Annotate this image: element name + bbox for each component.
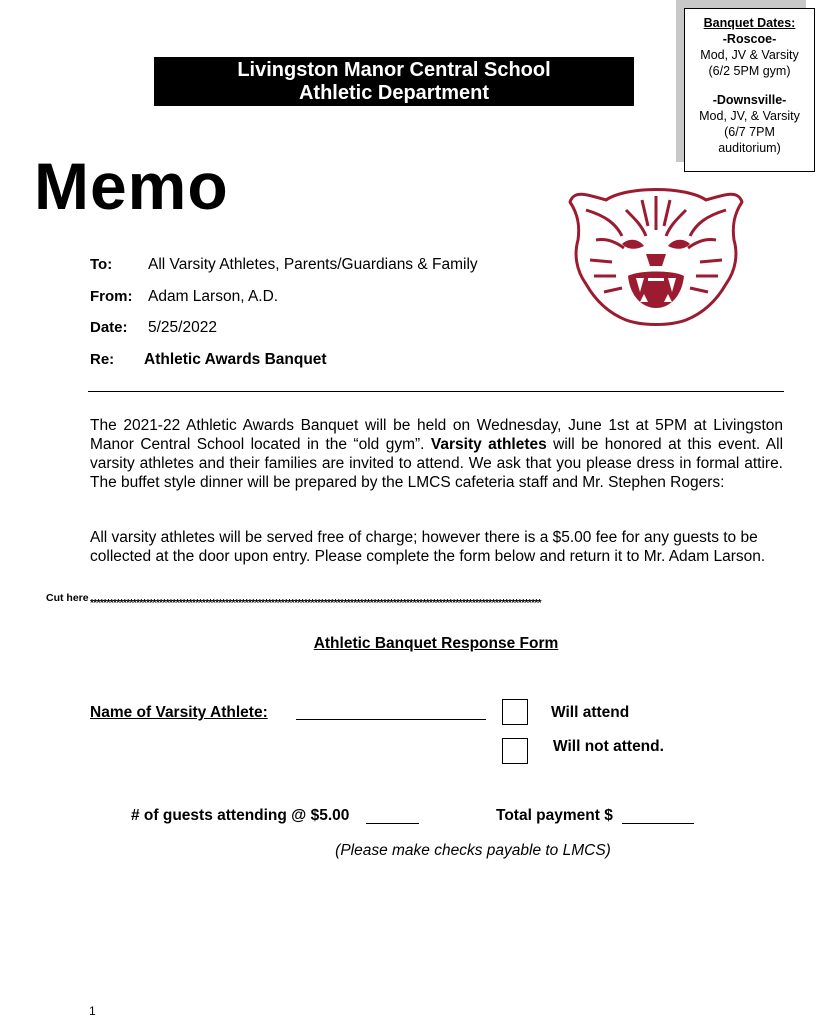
athlete-name-label: Name of Varsity Athlete: (90, 704, 268, 721)
from-label: From: (90, 288, 133, 305)
roscoe-when: (6/2 5PM gym) (708, 64, 791, 78)
department-name: Athletic Department (298, 82, 490, 104)
p1-text-a: The 2021-22 Athletic Awards Banquet will be held on Wednesday, June 1st at 5PM at Livingston Manor Central School located in the “old gym”. (90, 417, 783, 453)
roscoe-teams: Mod, JV & Varsity (700, 48, 799, 62)
to-value: All Varsity Athletes, Parents/Guardians & Family (148, 256, 478, 273)
guests-label: # of guests attending @ $5.00 (131, 807, 350, 824)
school-name: Livingston Manor Central School (237, 59, 551, 81)
cut-here-label: Cut here (46, 592, 89, 604)
guests-count-field[interactable] (366, 823, 419, 824)
downsville-name: -Downsville- (712, 93, 787, 107)
cut-line: ***************************************************************************************************************************************** (90, 598, 541, 609)
downsville-teams: Mod, JV, & Varsity (699, 109, 800, 123)
banquet-dates-box (684, 8, 815, 172)
date-label: Date: (90, 319, 128, 336)
roscoe-name: -Roscoe- (722, 32, 777, 46)
from-value: Adam Larson, A.D. (148, 288, 279, 305)
form-title: Athletic Banquet Response Form (313, 635, 559, 652)
payment-note: (Please make checks payable to LMCS) (335, 842, 611, 859)
total-payment-field[interactable] (622, 823, 694, 824)
header-banner (154, 57, 634, 106)
p1-text-b: will be honored at this event. All varsity athletes and their families are invited to attend. We ask that you please dress in formal attire. The buffet style dinner will be prepared by the LMCS cafeteria staff and Mr. Stephen Rogers: (90, 436, 784, 491)
downsville-when-1: (6/7 7PM (724, 125, 775, 139)
date-value: 5/25/2022 (148, 319, 217, 336)
body-paragraph-2: All varsity athletes will be served free of charge; however there is a $5.00 fee for any guests to be collected at the door upon entry. Please complete the form below and return it to Mr. Adam Larson. (90, 529, 766, 565)
will-not-attend-checkbox[interactable] (502, 738, 528, 764)
p1-bold-text: Varsity athletes (430, 436, 547, 453)
re-value: Athletic Awards Banquet (144, 351, 327, 368)
tiger-logo-icon (566, 180, 746, 326)
banquet-dates-heading: Banquet Dates: (703, 16, 796, 30)
memo-title: Memo (34, 149, 229, 223)
body-paragraph-1 (90, 416, 783, 492)
total-payment-label: Total payment $ (496, 807, 613, 824)
to-label: To: (90, 256, 113, 273)
downsville-when-2: auditorium) (718, 141, 781, 155)
page-number: 1 (89, 1004, 96, 1018)
will-not-attend-label: Will not attend. (553, 738, 664, 755)
re-label: Re: (90, 351, 115, 368)
will-attend-checkbox[interactable] (502, 699, 528, 725)
header-divider (88, 391, 784, 392)
athlete-name-field[interactable] (296, 719, 486, 720)
will-attend-label: Will attend (551, 704, 630, 721)
